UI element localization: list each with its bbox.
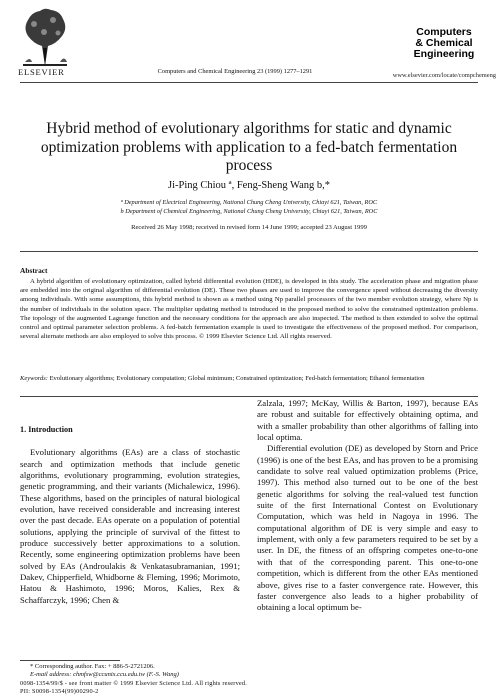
footnote-corresponding: * Corresponding author. Fax: + 886-5-2721206. <box>30 663 155 670</box>
journal-title-line-2: & Chemical <box>415 37 473 49</box>
header-rule <box>20 82 478 83</box>
keywords-label: Keywords: <box>20 375 48 382</box>
copyright-line: 0098-1354/99/$ - see front matter © 1999 Elsevier Science Ltd. All rights reserved. <box>20 680 248 687</box>
footnote-rule <box>20 660 120 661</box>
right-column <box>257 398 478 614</box>
affiliation-a: ª Department of Electrical Engineering, National Chung Cheng University, Chiayi 621, Taiwan, ROC <box>120 199 378 206</box>
footnote-email: E-mail address: chmfsw@ccunix.ccu.edu.tw (F.-S. Wang) <box>30 671 179 678</box>
section-heading: 1. Introduction <box>20 425 73 434</box>
abstract-heading: Abstract <box>20 266 48 275</box>
article-authors: Ji-Ping Chiou ª, Feng-Sheng Wang b,* <box>168 180 330 191</box>
journal-header <box>0 0 498 84</box>
body-paragraph: Zalzala, 1997; McKay, Willis & Barton, 1997), because EAs are robust and suitable for effectively obtaining optima, and with a smaller probability than other algorithms of falling into local optima. <box>257 398 478 443</box>
journal-citation: Computers and Chemical Engineering 23 (1999) 1277–1291 <box>157 68 313 75</box>
article-title: Hybrid method of evolutionary algorithms for static and dynamic optimization problems with application to a fed-batch fermentation process <box>40 120 458 174</box>
elsevier-tree-logo <box>20 6 70 68</box>
abstract-text: A hybrid algorithm of evolutionary optimization, called hybrid differential evolution (HDE), is developed in this study. The acceleration phase and migration phase are embedded into the original algorithm of differential evolution (DE). These two phases are used to improve the convergence speed without decreasing the diversity among individuals. With some assumptions, this hybrid method is shown as a method using Np parallel processors of the two member evolution strategy, where Np is the number of individuals in the solution space. The multiplier updating method is introduced in the proposed method to solve the constrained optimization problems. The topology of the augmented Lagrange function and the necessary conditions for the approach are also inspected. The method is then extended to solve the optimal control and optimal parameter selection problems. A fed-batch fermentation example is used to investigate the effectiveness of the proposed method. For comparison, several alternate methods are also employed to solve this process. © 1999 Elsevier Science Ltd. All rights reserved. <box>20 278 478 341</box>
journal-title-line-1: Computers <box>416 26 472 38</box>
affiliation-b: b Department of Chemical Engineering, National Chung Cheng University, Chiayi 621, Taiwan, ROC <box>120 208 378 215</box>
pii-line: PII: S0098-1354(99)00290-2 <box>20 688 99 695</box>
journal-title-line-3: Engineering <box>413 48 475 60</box>
publisher-name: ELSEVIER <box>18 67 65 77</box>
abstract-top-rule <box>20 251 478 252</box>
left-column <box>20 390 240 606</box>
journal-url[interactable]: www.elsevier.com/locate/compchemeng <box>392 72 496 79</box>
body-paragraph: Differential evolution (DE) as developed by Storn and Price (1996) is one of the best EAs, and has proven to be a promising candidate to solve real valued optimization problems (Price, 1997). This method also turned out to be one of the best genetic algorithms for solving the real-valued test function suite of the first International Contest on Evolutionary Computation, which was held in Nagoya in 1996. The computational algorithm of DE is very simple and easy to implement, with only a few parameters required to be set by a user. In DE, the fitness of an offspring competes one-to-one with that of the corresponding parent. This one-to-one competition, which is different from the other EAs mentioned above, gives rise to a faster convergence rate. However, this faster convergence also leads to a higher probability of obtaining a local optimum be- <box>257 443 479 613</box>
keywords <box>20 374 478 383</box>
body-paragraph: Evolutionary algorithms (EAs) are a class of stochastic search and optimization methods that include genetic algorithms, evolutionary programming, evolution strategies, genetic programming, and their variants (Michalewicz, 1996). These algorithms, based on the principles of natural biological evolution, have received considerable and increasing interest over the past decade. EAs operate on a population of potential solutions, applying the principle of survival of the fittest to produce successively better approximations to a solution. Recently, some engineering optimization problems have been solved by EAs (Androulakis & Venkatasubramanian, 1991; Dakev, Chipperfield, Whidborne & Fleming, 1996; Morimoto, Hatou & Hashimoto, 1996; Moros, Kalies, Rex & Schaffarczyk, 1996; Chen & <box>20 447 240 605</box>
received-dates: Received 26 May 1998; received in revised form 14 June 1999; accepted 23 August 1999 <box>131 224 367 231</box>
keywords-list: Evolutionary algorithms; Evolutionary computation; Global minimum; Constrained optimization; Fed-batch fermentation; Ethanol fermentation <box>49 375 425 382</box>
journal-title-block <box>398 27 490 60</box>
